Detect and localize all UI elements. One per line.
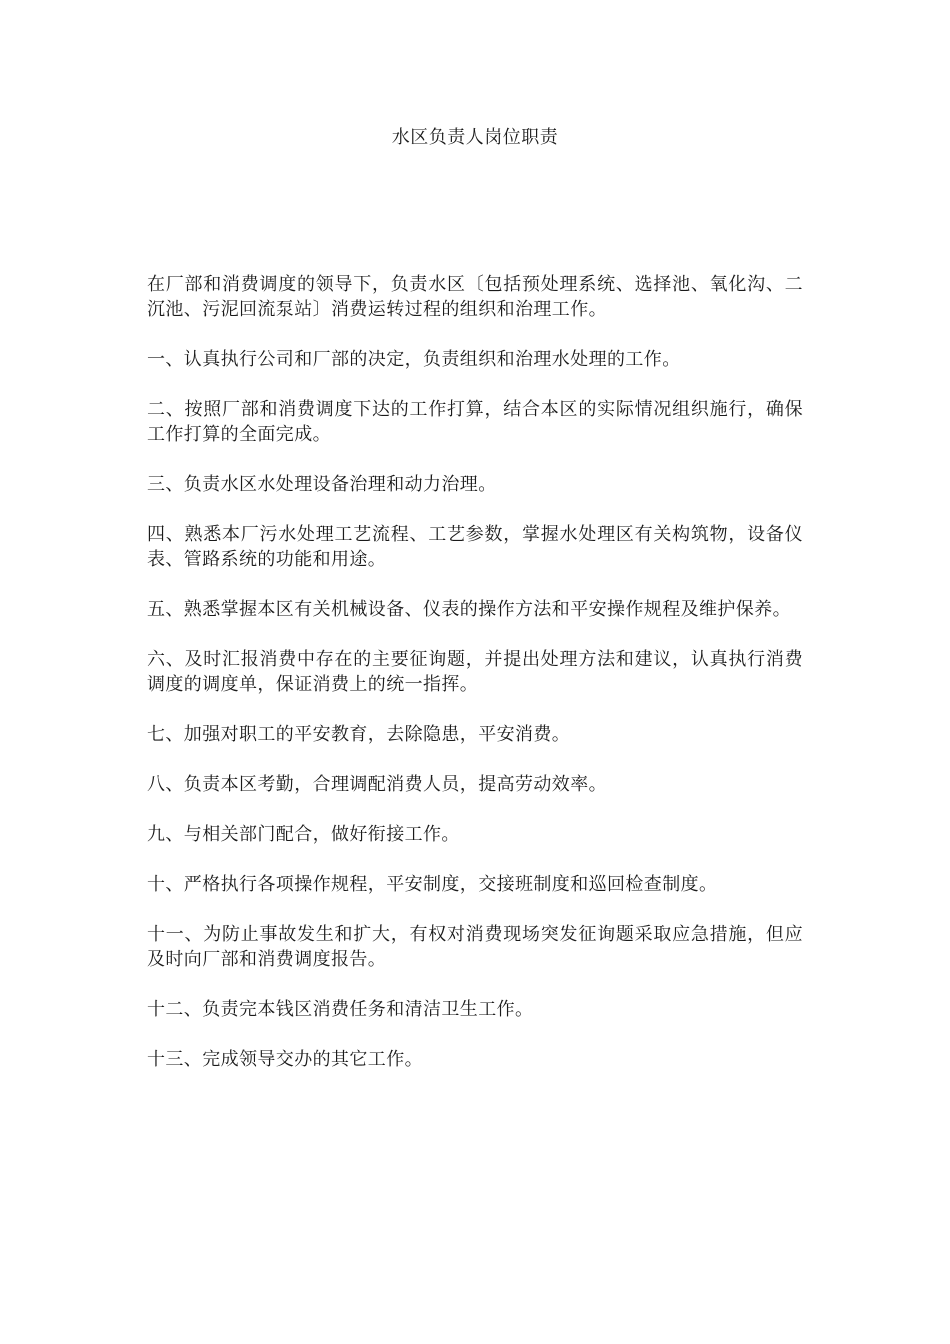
duty-item-1: 一、认真执行公司和厂部的决定，负责组织和治理水处理的工作。 <box>147 349 681 370</box>
document-body <box>147 272 803 1097</box>
duty-item-11: 十一、为防止事故发生和扩大，有权对消费现场突发征询题采取应急措施，但应及时向厂部和消费调度报告。 <box>147 924 803 970</box>
duty-item-12: 十二、负责完本钱区消费任务和清洁卫生工作。 <box>147 999 534 1020</box>
duty-item-2: 二、按照厂部和消费调度下达的工作打算，结合本区的实际情况组织施行，确保工作打算的全面完成。 <box>147 399 803 445</box>
duty-item-9: 九、与相关部门配合，做好衔接工作。 <box>147 824 460 845</box>
duty-item-5: 五、熟悉掌握本区有关机械设备、仪表的操作方法和平安操作规程及维护保养。 <box>147 599 791 620</box>
duty-item-7: 七、加强对职工的平安教育，去除隐患，平安消费。 <box>147 724 571 745</box>
intro-paragraph: 在厂部和消费调度的领导下，负责水区〔包括预处理系统、选择池、氧化沟、二沉池、污泥回流泵站〕消费运转过程的组织和治理工作。 <box>147 274 803 320</box>
duty-item-13: 十三、完成领导交办的其它工作。 <box>147 1049 423 1070</box>
duty-item-10: 十、严格执行各项操作规程，平安制度，交接班制度和巡回检查制度。 <box>147 874 718 895</box>
duty-item-4: 四、熟悉本厂污水处理工艺流程、工艺参数，掌握水处理区有关构筑物，设备仪表、管路系统的功能和用途。 <box>147 524 803 570</box>
duty-item-3: 三、负责水区水处理设备治理和动力治理。 <box>147 474 497 495</box>
duty-item-8: 八、负责本区考勤，合理调配消费人员，提高劳动效率。 <box>147 774 607 795</box>
duty-item-6: 六、及时汇报消费中存在的主要征询题，并提出处理方法和建议，认真执行消费调度的调度单，保证消费上的统一指挥。 <box>147 649 803 695</box>
document-title: 水区负责人岗位职责 <box>391 127 559 148</box>
